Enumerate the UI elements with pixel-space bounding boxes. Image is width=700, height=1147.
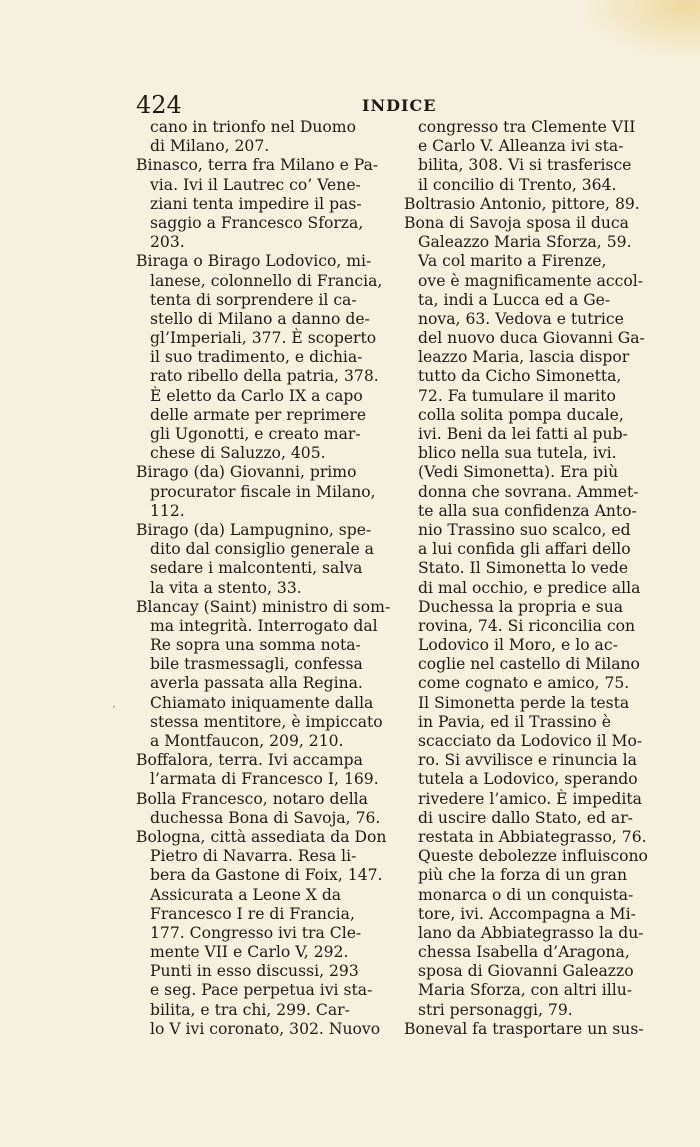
index-line: ivi. Beni da lei fatti al pub- xyxy=(418,425,628,443)
index-line: chese di Saluzzo, 405. xyxy=(150,444,326,463)
index-line: congresso tra Clemente VII xyxy=(418,118,636,136)
index-line: coglie nel castello di Milano xyxy=(418,655,640,674)
index-line: colla solita pompa ducale, xyxy=(418,405,624,424)
index-line: il suo tradimento, e dichia- xyxy=(150,348,363,367)
index-line: bile trasmessagli, confessa xyxy=(150,655,363,674)
index-line: donna che sovrana. Ammet- xyxy=(418,482,639,501)
index-line: te alla sua confidenza Anto- xyxy=(418,501,637,520)
index-line: tutela a Lodovico, sperando xyxy=(418,770,638,789)
index-line: Va col marito a Firenze, xyxy=(418,252,607,271)
index-line: del nuovo duca Giovanni Ga- xyxy=(418,329,645,348)
index-line: leazzo Maria, lascia dispor xyxy=(418,348,630,367)
index-line: Birago (da) Giovanni, primo xyxy=(136,463,357,482)
index-line: nio Trassino suo scalco, ed xyxy=(418,520,631,539)
index-line: ziani tenta impedire il pas- xyxy=(150,194,362,213)
margin-mark: · xyxy=(112,700,116,714)
index-line: rivedere l’amico. È impedita xyxy=(418,789,642,808)
index-line: ta, indi a Lucca ed a Ge- xyxy=(418,290,611,309)
index-line: È eletto da Carlo IX a capo xyxy=(150,386,363,405)
index-line: Duchessa la propria e sua xyxy=(418,597,624,616)
index-line: averla passata alla Regina. xyxy=(150,674,363,693)
index-line: duchessa Bona di Savoja, 76. xyxy=(150,808,381,827)
index-line: Stato. Il Simonetta lo vede xyxy=(418,559,629,578)
index-line: rato ribello della patria, 378. xyxy=(150,367,379,386)
index-line: Francesco I re di Francia, xyxy=(150,904,355,923)
index-line: di Milano, 207. xyxy=(150,137,270,156)
index-line: a lui confida gli affari dello xyxy=(418,540,631,559)
index-line: stri personaggi, 79. xyxy=(418,1000,573,1019)
index-line: a Montfaucon, 209, 210. xyxy=(150,732,344,750)
index-line: e Carlo V. Alleanza ivi sta- xyxy=(418,137,624,156)
index-line: tore, ivi. Accompagna a Mi- xyxy=(418,904,636,923)
index-line: 203. xyxy=(150,233,185,252)
index-line: ma integrità. Interrogato dal xyxy=(150,616,378,635)
index-line: il concilio di Trento, 364. xyxy=(418,175,617,194)
index-line: di mal occhio, e predice alla xyxy=(418,578,641,597)
index-line: procurator fiscale in Milano, xyxy=(150,482,376,501)
index-line: mente VII e Carlo V, 292. xyxy=(150,943,349,962)
index-line: rovina, 74. Si riconcilia con xyxy=(418,616,635,635)
index-line: lano da Abbiategrasso la du- xyxy=(418,923,644,942)
index-line: Assicurata a Leone X da xyxy=(150,885,342,904)
index-line: come cognato e amico, 75. xyxy=(418,674,630,693)
index-line: bilita, e tra chi, 299. Car- xyxy=(150,1000,350,1019)
running-head: INDICE xyxy=(362,96,437,115)
index-line: scacciato da Lodovico il Mo- xyxy=(418,732,643,750)
index-line: Maria Sforza, con altri illu- xyxy=(418,981,633,1000)
index-line: Punti in esso discussi, 293 xyxy=(150,962,359,981)
index-column-right xyxy=(404,118,658,1039)
index-line: monarca o di un conquista- xyxy=(418,885,634,904)
index-line: (Vedi Simonetta). Era più xyxy=(418,463,619,482)
index-line: ro. Si avvilisce e rinuncia la xyxy=(418,751,637,770)
index-line: Boltrasio Antonio, pittore, 89. xyxy=(404,194,640,213)
page-number: 424 xyxy=(136,91,182,119)
index-line: stessa mentitore, è impiccato xyxy=(150,712,383,731)
index-line: 177. Congresso ivi tra Cle- xyxy=(150,923,362,942)
index-line: di uscire dallo Stato, ed ar- xyxy=(418,808,633,827)
index-line: saggio a Francesco Sforza, xyxy=(150,213,364,232)
index-line: sedare i malcontenti, salva xyxy=(150,559,363,578)
index-line: 72. Fa tumulare il marito xyxy=(418,386,616,405)
index-line: Bologna, città assediata da Don xyxy=(136,827,387,846)
index-line: tutto da Cicho Simonetta, xyxy=(418,367,622,386)
index-line: chessa Isabella d’Aragona, xyxy=(418,943,630,962)
index-line: bilita, 308. Vi si trasferisce xyxy=(418,156,632,175)
index-line: Biraga o Birago Lodovico, mi- xyxy=(136,252,372,271)
index-line: e seg. Pace perpetua ivi sta- xyxy=(150,981,373,1000)
index-line: Galeazzo Maria Sforza, 59. xyxy=(418,233,632,252)
index-line: delle armate per reprimere xyxy=(150,405,367,424)
paper-stain xyxy=(580,0,700,60)
index-line: nova, 63. Vedova e tutrice xyxy=(418,309,624,328)
index-line: lo V ivi coronato, 302. Nuovo xyxy=(150,1019,381,1038)
index-line: via. Ivi il Lautrec co’ Vene- xyxy=(150,175,361,194)
index-line: ove è magnificamente accol- xyxy=(418,271,644,290)
index-line: cano in trionfo nel Duomo xyxy=(150,118,356,136)
index-column-left xyxy=(136,118,390,1039)
index-line: restata in Abbiategrasso, 76. xyxy=(418,827,647,846)
index-line: Boffalora, terra. Ivi accampa xyxy=(136,751,363,770)
index-line: dito dal consiglio generale a xyxy=(150,540,374,559)
index-line: Blancay (Saint) ministro di som- xyxy=(136,597,391,616)
index-line: sposa di Giovanni Galeazzo xyxy=(418,962,634,981)
index-line: tenta di sorprendere il ca- xyxy=(150,290,357,309)
index-line: la vita a stento, 33. xyxy=(150,578,302,597)
index-line: in Pavia, ed il Trassino è xyxy=(418,712,611,731)
index-line: Boneval fa trasportare un sus- xyxy=(404,1019,644,1038)
index-line: Pietro di Navarra. Resa li- xyxy=(150,847,357,866)
index-line: Birago (da) Lampugnino, spe- xyxy=(136,520,372,539)
index-line: Lodovico il Moro, e lo ac- xyxy=(418,636,618,655)
index-line: Re sopra una somma nota- xyxy=(150,636,361,655)
index-line: 112. xyxy=(150,501,185,520)
index-line: Queste debolezze influiscono xyxy=(418,847,648,866)
index-line: Il Simonetta perde la testa xyxy=(418,693,630,712)
index-line: Binasco, terra fra Milano e Pa- xyxy=(136,156,379,175)
index-line: l’armata di Francesco I, 169. xyxy=(150,770,379,789)
index-line: Bona di Savoja sposa il duca xyxy=(404,213,629,232)
index-line: gli Ugonotti, e creato mar- xyxy=(150,425,361,443)
index-line: Bolla Francesco, notaro della xyxy=(136,789,368,808)
index-line: Chiamato iniquamente dalla xyxy=(150,693,374,712)
index-line: stello di Milano a danno de- xyxy=(150,309,370,328)
index-line: blico nella sua tutela, ivi. xyxy=(418,444,617,463)
index-line: lanese, colonnello di Francia, xyxy=(150,271,383,290)
index-line: bera da Gastone di Foix, 147. xyxy=(150,866,383,885)
index-line: più che la forza di un gran xyxy=(418,866,628,885)
index-line: gl’Imperiali, 377. È scoperto xyxy=(150,329,377,348)
